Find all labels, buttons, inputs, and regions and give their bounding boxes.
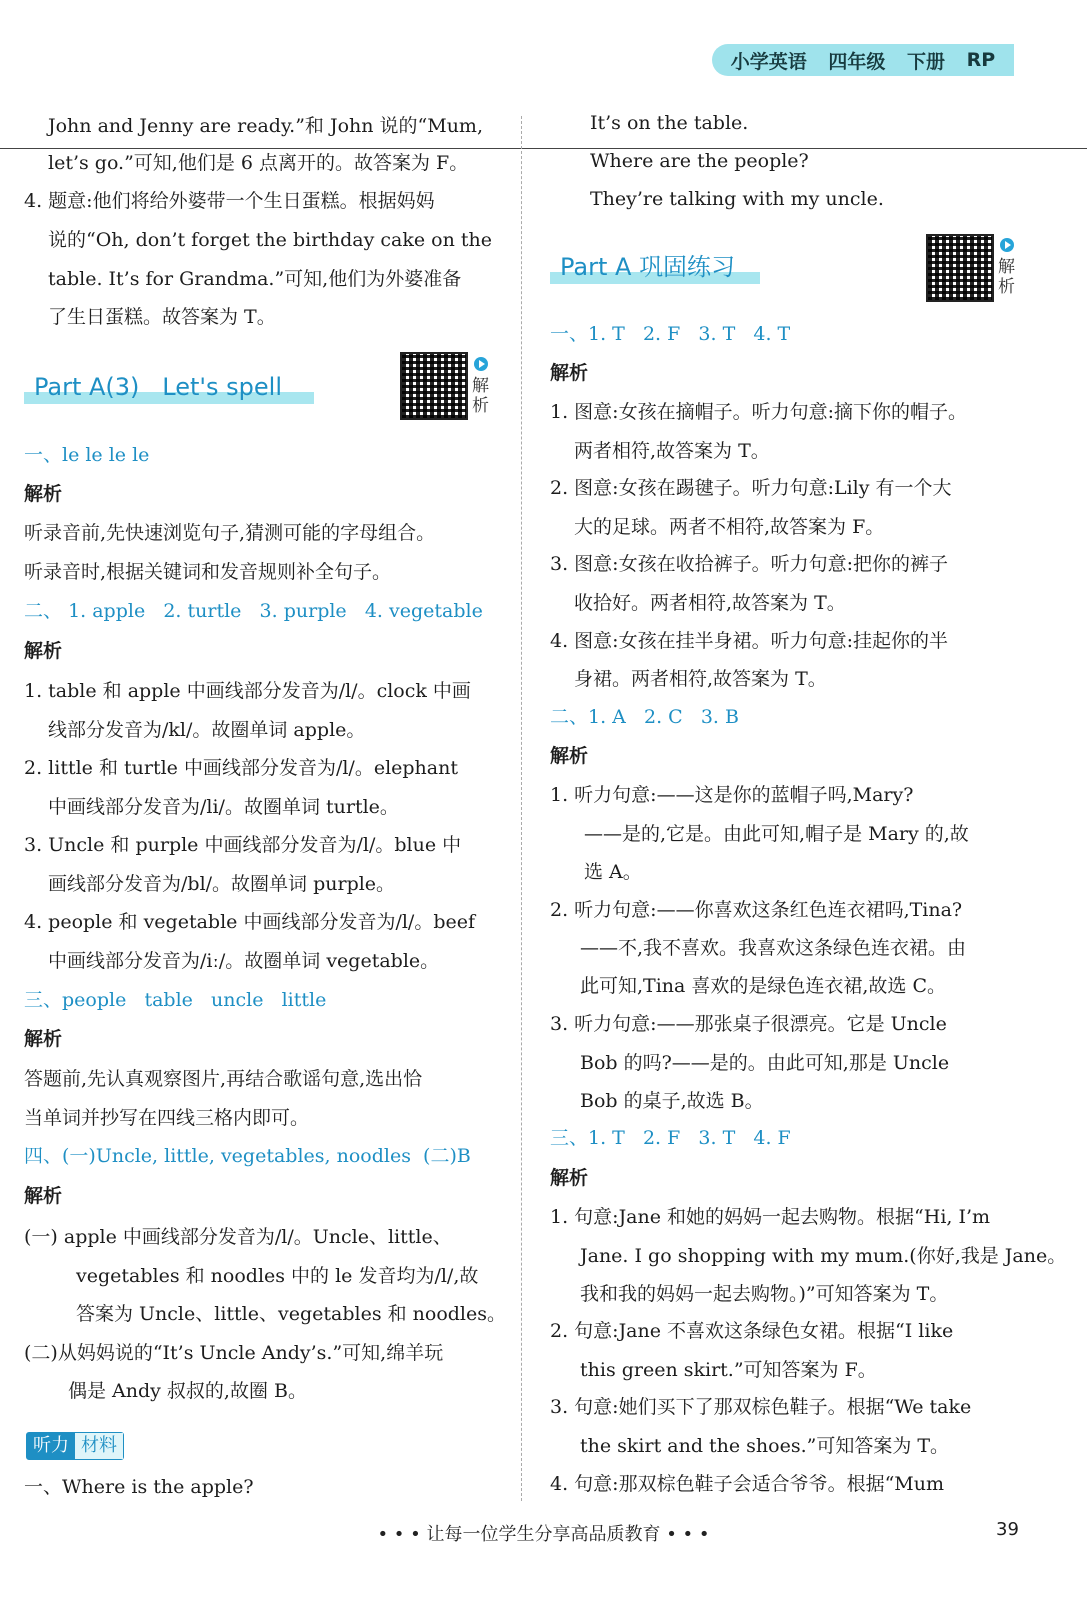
text-line: 偶是 Andy 叔叔的,故圈 B。 xyxy=(68,1380,307,1402)
text-line: 当单词并抄写在四线三格内即可。 xyxy=(24,1107,310,1129)
jiexi-heading: 解析 xyxy=(550,1167,589,1189)
text-line: 1. table 和 apple 中画线部分发音为/l/。clock 中画 xyxy=(24,680,471,702)
text-line: 4. people 和 vegetable 中画线部分发音为/l/。beef xyxy=(24,911,476,933)
header-edition: RP xyxy=(966,49,996,71)
text-line: 4. 图意:女孩在挂半身裙。听力句意:挂起你的半 xyxy=(550,630,948,652)
text-line: 此可知,Tina 喜欢的是绿色连衣裙,故选 C。 xyxy=(580,975,947,997)
text-line: Bob 的吗?——是的。由此可知,那是 Uncle xyxy=(580,1052,950,1074)
text-line: this green skirt.”可知答案为 F。 xyxy=(580,1359,877,1381)
jiexi-heading: 解析 xyxy=(24,483,63,505)
answer-item: 3. purple xyxy=(259,600,347,622)
jiexi-heading: 解析 xyxy=(24,1028,63,1050)
text-line: 1. 听力句意:——这是你的蓝帽子吗,Mary? xyxy=(550,784,914,806)
text-line: 3. 听力句意:——那张桌子很漂亮。它是 Uncle xyxy=(550,1013,947,1035)
text-line: table. It’s for Grandma.”可知,他们为外婆准备 xyxy=(48,268,462,290)
text-line: 我和我的妈妈一起去购物。)”可知答案为 T。 xyxy=(580,1283,949,1305)
play-icon xyxy=(474,357,488,371)
text-line: 说的“Oh, don’t forget the birthday cake on the xyxy=(48,229,493,251)
text-line: 画线部分发音为/bl/。故圈单词 purple。 xyxy=(48,873,396,895)
text-line: 听录音前,先快速浏览句子,猜测可能的字母组合。 xyxy=(24,522,436,544)
answer-line: 二、1. A 2. C 3. B xyxy=(550,706,739,728)
tag-part-a: 听力 xyxy=(27,1433,75,1459)
text-line: 2. 听力句意:——你喜欢这条红色连衣裙吗,Tina? xyxy=(550,899,963,921)
text-line: 听录音时,根据关键词和发音规则补全句子。 xyxy=(24,561,392,583)
answer-line: 一、le le le le xyxy=(24,444,150,466)
text-line: 2. 句意:Jane 不喜欢这条绿色女裙。根据“I like xyxy=(550,1320,954,1342)
tag-part-b: 材料 xyxy=(75,1433,123,1459)
listening-material-tag xyxy=(26,1432,124,1460)
text-line: ——不,我不喜欢。我喜欢这条绿色连衣裙。由 xyxy=(580,937,967,959)
answer-label: 二、 xyxy=(24,600,63,622)
jiexi-heading: 解析 xyxy=(24,640,63,662)
header-volume: 下册 xyxy=(907,50,946,73)
qr-label: 解析 xyxy=(472,376,489,416)
section-title-lets-spell xyxy=(34,372,324,402)
qr-label: 解析 xyxy=(998,257,1015,297)
text-line: 2. little 和 turtle 中画线部分发音为/l/。elephant xyxy=(24,757,458,779)
text-line: 4. 句意:那双棕色鞋子会适合爷爷。根据“Mum xyxy=(550,1473,944,1495)
text-line: 1. 图意:女孩在摘帽子。听力句意:摘下你的帽子。 xyxy=(550,401,967,423)
answer-line xyxy=(24,600,494,624)
answer-line: 四、(一)Uncle, little, vegetables, noodles (二)B xyxy=(24,1145,471,1167)
text-line: John and Jenny are ready.”和 John 说的“Mum, xyxy=(48,115,483,137)
text-line: (一) apple 中画线部分发音为/l/。Uncle、little、 xyxy=(24,1226,452,1248)
text-line: 3. 句意:她们买下了那双棕色鞋子。根据“We take xyxy=(550,1396,972,1418)
text-line: ——是的,它是。由此可知,帽子是 Mary 的,故 xyxy=(584,823,969,845)
text-line: 1. 句意:Jane 和她的妈妈一起去购物。根据“Hi, I’m xyxy=(550,1206,991,1228)
section-title-practice xyxy=(560,252,760,282)
answer-line: 一、1. T 2. F 3. T 4. T xyxy=(550,323,791,345)
header-subject: 小学英语 xyxy=(730,50,807,73)
text-line: 2. 图意:女孩在踢毽子。听力句意:Lily 有一个大 xyxy=(550,477,952,499)
qr-code-icon[interactable] xyxy=(926,234,994,302)
section-title-text: Part A 巩固练习 xyxy=(560,253,736,281)
answer-line: 三、1. T 2. F 3. T 4. F xyxy=(550,1127,791,1149)
jiexi-heading: 解析 xyxy=(550,362,589,384)
text-line: 4. 题意:他们将给外婆带一个生日蛋糕。根据妈妈 xyxy=(24,190,435,212)
header-grade: 四年级 xyxy=(828,50,886,73)
text-line: They’re talking with my uncle. xyxy=(590,188,884,210)
text-line: 答题前,先认真观察图片,再结合歌谣句意,选出恰 xyxy=(24,1068,423,1090)
column-divider xyxy=(521,116,522,1501)
answer-item: 1. apple xyxy=(68,600,146,622)
section-title-text: Part A(3) Let's spell xyxy=(34,373,283,401)
text-line: 两者相符,故答案为 T。 xyxy=(574,440,770,462)
text-line: let’s go.”可知,他们是 6 点离开的。故答案为 F。 xyxy=(48,152,469,174)
text-line: 大的足球。两者不相符,故答案为 F。 xyxy=(574,516,885,538)
text-line: (二)从妈妈说的“It’s Uncle Andy’s.”可知,绵羊玩 xyxy=(24,1342,444,1364)
footer-slogan: • • • 让每一位学生分享高品质教育 • • • xyxy=(377,1524,710,1545)
text-line: Jane. I go shopping with my mum.(你好,我是 Jane。 xyxy=(580,1245,1067,1267)
answer-line: 三、people table uncle little xyxy=(24,989,327,1011)
text-line: 收拾好。两者相符,故答案为 T。 xyxy=(574,592,846,614)
header-badge xyxy=(712,44,1014,76)
text-line: It’s on the table. xyxy=(590,112,749,134)
text-line: Where are the people? xyxy=(590,150,809,172)
text-line: 中画线部分发音为/iː/。故圈单词 vegetable。 xyxy=(48,950,440,972)
jiexi-heading: 解析 xyxy=(24,1185,63,1207)
text-line: 身裙。两者相符,故答案为 T。 xyxy=(574,668,827,690)
qr-code-icon[interactable] xyxy=(400,352,468,420)
text-line: 中画线部分发音为/li/。故圈单词 turtle。 xyxy=(48,796,399,818)
text-line: 了生日蛋糕。故答案为 T。 xyxy=(48,306,276,328)
jiexi-heading: 解析 xyxy=(550,745,589,767)
text-line: 一、Where is the apple? xyxy=(24,1476,254,1498)
text-line: vegetables 和 noodles 中的 le 发音均为/l/,故 xyxy=(76,1265,479,1287)
text-line: 线部分发音为/kl/。故圈单词 apple。 xyxy=(48,719,366,741)
text-line: the skirt and the shoes.”可知答案为 T。 xyxy=(580,1435,950,1457)
text-line: Bob 的桌子,故选 B。 xyxy=(580,1090,764,1112)
answer-item: 4. vegetable xyxy=(364,600,483,622)
text-line: 答案为 Uncle、little、vegetables 和 noodles。 xyxy=(76,1303,507,1325)
answer-item: 2. turtle xyxy=(163,600,242,622)
play-icon xyxy=(1000,238,1014,252)
page-number: 39 xyxy=(996,1519,1019,1540)
scan-rule xyxy=(0,148,1087,149)
text-line: 3. Uncle 和 purple 中画线部分发音为/l/。blue 中 xyxy=(24,834,462,856)
text-line: 3. 图意:女孩在收拾裤子。听力句意:把你的裤子 xyxy=(550,553,948,575)
text-line: 选 A。 xyxy=(584,861,642,883)
